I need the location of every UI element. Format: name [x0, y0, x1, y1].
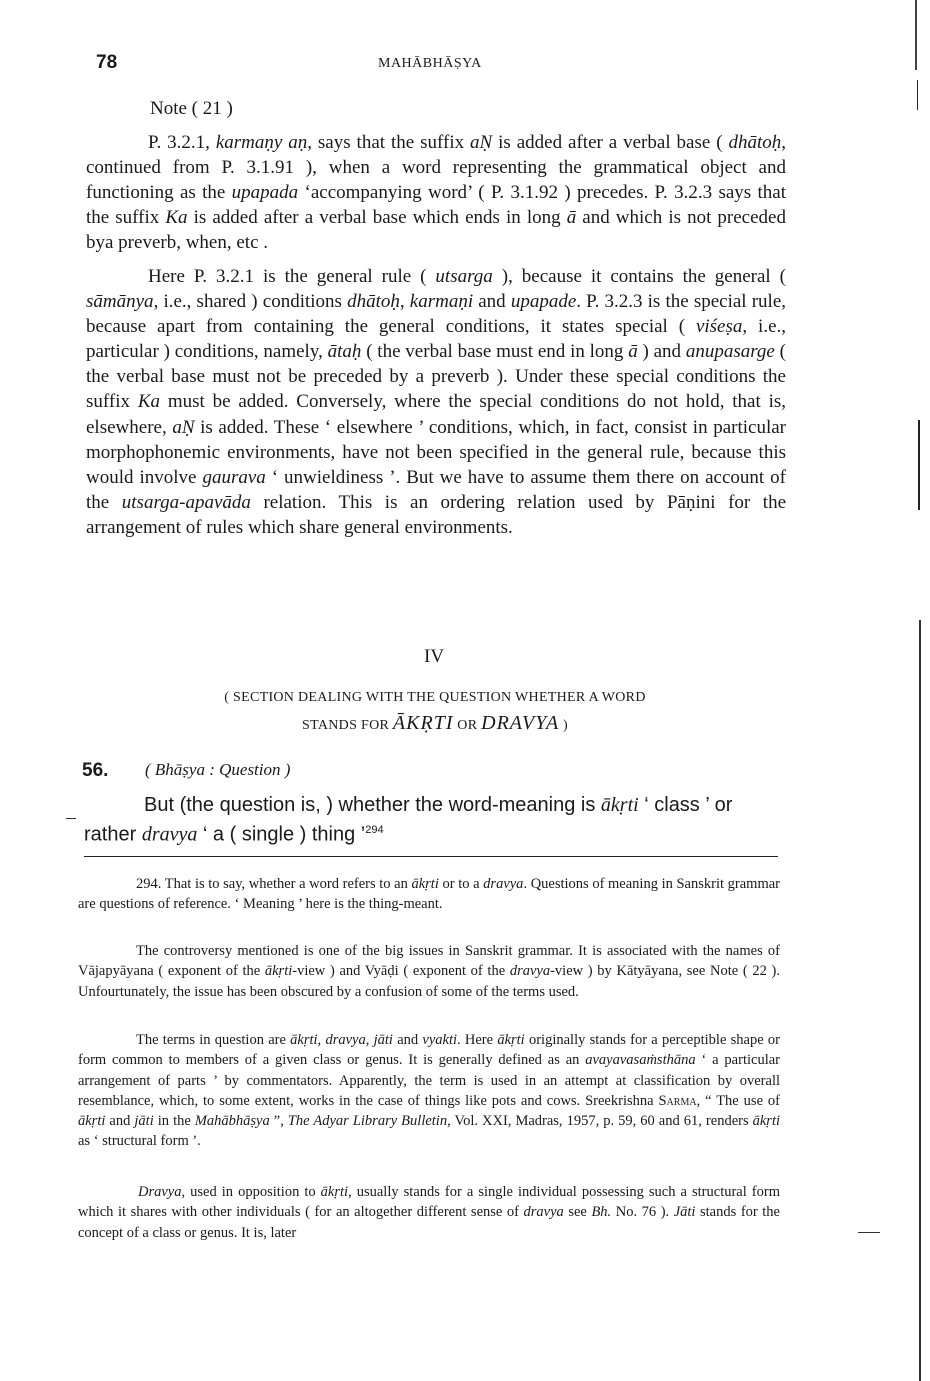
- section-heading-line-2: STANDS FOR ĀKṚTI OR DRAVYA ): [302, 712, 568, 734]
- footnote-divider: [84, 856, 778, 857]
- note-paragraph-2: Here P. 3.2.1 is the general rule ( utsarga ), because it contains the general ( sāmānya, i.e., shared ) conditions dhātoḥ, karmaṇi and upapade. P. 3.2.3 is the special rule, because apart from containing the general conditions, it states special ( viśeṣa, i.e., particular ) conditions, namely, ātaḥ ( the verbal base must end in long ā ) and anupasarge ( the verbal base must not be preceded by a preverb ). Under these special conditions the suffix Ka must be added. Conversely, where the special conditions do not hold, that is, elsewhere, aṆ is added. These ‘ elsewhere ’ conditions, which, in fact, consist in particular morphophonemic environments, have not been specified in the general rule, because this would involve gaurava ‘ unwieldiness ’. But we have to assume them there on account of the utsarga-apavāda relation. This is an ordering relation used by Pāṇini for the arrangement of rules which share general environments.: [86, 266, 787, 538]
- scan-margin-tick: [66, 818, 76, 819]
- section-heading-line-1: ( SECTION DEALING WITH THE QUESTION WHETHER A WORD: [224, 690, 646, 705]
- bhasya-number: 56.: [82, 760, 109, 781]
- bhasya-label: ( Bhāṣya : Question ): [145, 760, 291, 779]
- footnote-paragraph-2: The controversy mentioned is one of the big issues in Sanskrit grammar. It is associated with the names of Vājapyāyana ( exponent of the ākṛti-view ) and Vyāḍi ( exponent of the dravya-view ) by Kātyāyana, see Note ( 22 ). Unfourtunately, the issue has been obscured by a confusion of some of the terms used.: [78, 943, 780, 1000]
- bhasya-question-text: But (the question is, ) whether the word-meaning is ākṛti ‘ class ’ or rather dravya ‘ a ( single ) thing ’$^{294}$: [84, 794, 733, 846]
- note-paragraph-1: P. 3.2.1, karmaṇy aṇ, says that the suffix aṆ is added after a verbal base ( dhātoḥ, continued from P. 3.1.91 ), when a word representing the grammatical object and functioning as the upapada ‘accompanying word’ ( P. 3.1.92 ) precedes. P. 3.2.3 says that the suffix Ka is added after a verbal base which ends in long ā and which is not preceded bya preverb, when, etc .: [86, 132, 787, 254]
- scan-edge-mark: [917, 80, 918, 110]
- footnote-paragraph-3: The terms in question are ākṛti, dravya, jāti and vyakti. Here ākṛti originally stands for a perceptible shape or form common to members of a given class or genus. It is generally defined as an avayavasaṁsthāna ‘ a particular arrangement of parts ’ by commentators. Apparently, the term is used in an attempt at classification by overall resemblance, which, to some extent, works in the case of things like pots and cows. Sreekrishna Sarma, “ The use of ākṛti and jāti in the Mahābhāṣya ”, The Adyar Library Bulletin, Vol. XXI, Madras, 1957, p. 59, 60 and 61, renders ākṛti as ‘ structural form ’.: [78, 1032, 781, 1150]
- footnote-paragraph-4: Dravya, used in opposition to ākṛti, usually stands for a single individual possessing such a structural form which it shares with other individuals ( for an altogether different sense of dravya see Bh. No. 76 ). Jāti stands for the concept of a class or genus. It is, later: [78, 1184, 780, 1241]
- scan-edge-mark: [919, 620, 921, 1381]
- scan-edge-mark: [915, 0, 917, 70]
- scan-margin-tick: [858, 1232, 880, 1233]
- running-title: MAHĀBHĀṢYA: [378, 56, 482, 71]
- section-number: IV: [424, 646, 445, 667]
- scan-edge-mark: [918, 420, 920, 510]
- page-number: 78: [96, 52, 118, 73]
- footnote-294: 294. That is to say, whether a word refers to an ākṛti or to a dravya. Questions of meaning in Sanskrit grammar are questions of reference. ‘ Meaning ’ here is the thing-meant.: [78, 876, 780, 913]
- note-title: Note ( 21 ): [150, 98, 233, 119]
- footnote-reference: 294: [365, 824, 384, 836]
